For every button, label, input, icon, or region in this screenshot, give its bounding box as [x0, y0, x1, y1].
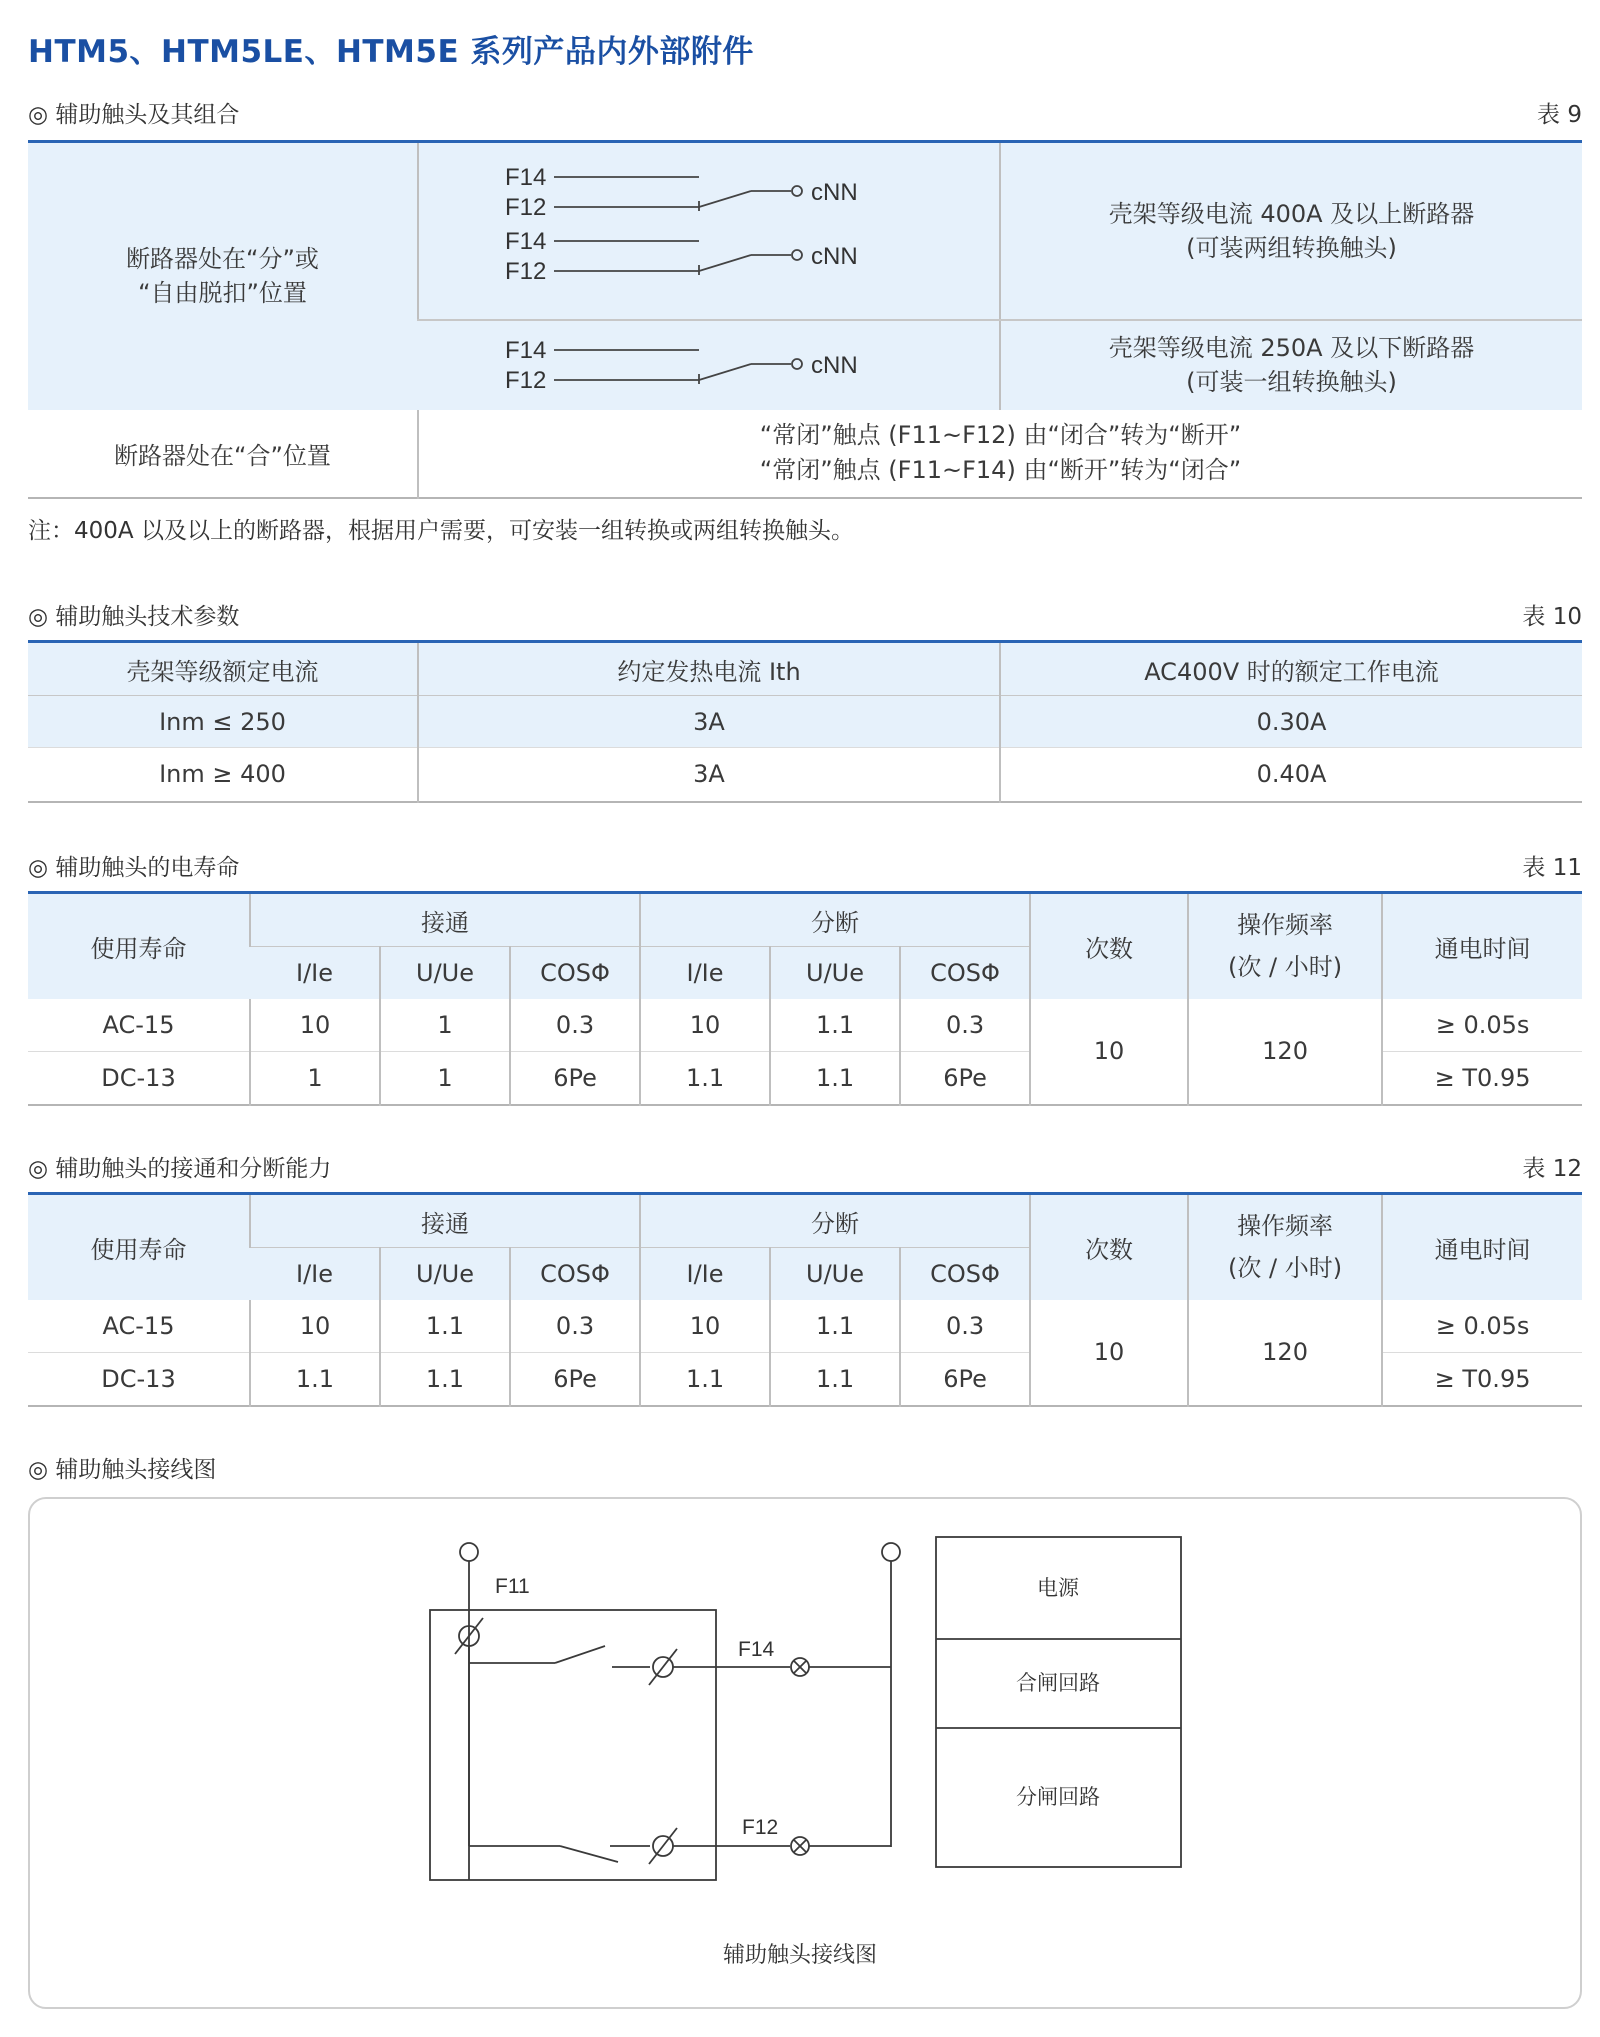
table12-cell: ≥ 0.05s [1382, 1300, 1582, 1353]
wiring-caption: 辅助触头接线图 [722, 1943, 877, 1968]
table9-closed-position-label: 断路器处在“合”位置 [114, 441, 331, 470]
page-title: HTM5、HTM5LE、HTM5E 系列产品内外部附件 [28, 34, 754, 70]
table10-number: 表 10 [1522, 604, 1582, 630]
table12-h-time: 通电时间 [1382, 1194, 1582, 1300]
table9-diagram-one-group [418, 320, 1000, 410]
table12-cell: 6Pe [900, 1353, 1030, 1406]
table10-header-ith: 约定发热电流 Ith [418, 642, 1000, 696]
table12-cell: 1.1 [770, 1300, 900, 1353]
table12-freq: 120 [1188, 1300, 1382, 1406]
label-f14-c: F14 [504, 337, 546, 364]
table12-count: 10 [1030, 1300, 1188, 1406]
label-f12: F12 [742, 1816, 779, 1839]
table10-cell: Inm ≥ 400 [159, 760, 286, 789]
label-f12-c: F12 [504, 367, 546, 394]
table9-closed-position-text [418, 410, 1582, 498]
table9-desc-400-line2: (可装两组转换触头) [1186, 233, 1397, 262]
table12-h-life: 使用寿命 [28, 1194, 250, 1300]
table11-cell: 10 [640, 999, 770, 1052]
table11-h-freq-line1: 操作频率 [1237, 911, 1334, 940]
table11-cell: ≥ T0.95 [1382, 1052, 1582, 1105]
table12-cell: 6Pe [510, 1353, 640, 1406]
label-f14: F14 [738, 1638, 775, 1661]
table-row [28, 696, 1582, 748]
label-cnn-c: cNN [810, 352, 858, 379]
table11-h-freq-line2: (次 / 小时) [1228, 953, 1343, 982]
table12-h-break: 分断 [640, 1194, 1030, 1248]
table11-cell: 0.3 [510, 999, 640, 1052]
table12-cell: DC-13 [101, 1364, 176, 1393]
table12-h-count: 次数 [1030, 1194, 1188, 1300]
table12-cell: 1.1 [380, 1353, 510, 1406]
table11 [28, 891, 1582, 1106]
table9-open-position-cell [28, 142, 418, 410]
table11-cell: DC-13 [101, 1063, 176, 1092]
table9-desc-400 [1000, 142, 1582, 320]
label-f12-a: F12 [505, 193, 547, 221]
wiring-header [28, 1447, 1582, 1483]
table12-header [28, 1146, 1582, 1182]
table12-number: 表 12 [1522, 1156, 1582, 1182]
table11-cell: AC-15 [28, 999, 250, 1052]
table12-cell: 10 [640, 1300, 770, 1353]
label-cnn-a: cNN [811, 178, 858, 206]
table12-h-freq-line2: (次 / 小时) [1228, 1254, 1343, 1283]
table12-h-make: 接通 [250, 1194, 640, 1248]
table10-cell: 0.40A [1000, 748, 1582, 802]
table9-desc-250-line1: 壳架等级电流 250A 及以下断路器 [1108, 334, 1475, 362]
table9-section-title: ◎ 辅助触头及其组合 [28, 102, 240, 128]
table10-cell: Inm ≤ 250 [28, 696, 418, 748]
table10-cell: 3A [418, 748, 1000, 802]
table9-open-position-line1: 断路器处在“分”或 [126, 245, 319, 274]
table9-diagram-two-groups [418, 142, 1000, 320]
table12-cell: ≥ T0.95 [1382, 1353, 1582, 1406]
table12-h-freq-line1: 操作频率 [1237, 1212, 1334, 1241]
table-row [28, 999, 1582, 1052]
label-f11: F11 [495, 1575, 530, 1598]
table9-closed-line2: “常闭”触点 (F11~F14) 由“断开”转为“闭合” [759, 456, 1242, 484]
table12-cell: 1.1 [640, 1353, 770, 1406]
table12-section-title: ◎ 辅助触头的接通和分断能力 [28, 1156, 332, 1182]
table11-sub: U/Ue [770, 947, 900, 999]
table12-h-freq [1188, 1194, 1382, 1300]
table11-count: 10 [1030, 999, 1188, 1105]
label-f14-b: F14 [505, 227, 547, 255]
table11-cell: 1.1 [640, 1052, 770, 1105]
table11-cell: 10 [250, 999, 380, 1052]
table12-cell: AC-15 [28, 1300, 250, 1353]
table9-number: 表 9 [1537, 102, 1582, 128]
table-row [28, 1300, 1582, 1353]
table12-cell: 1.1 [770, 1353, 900, 1406]
table11-sub: COSΦ [900, 947, 1030, 999]
table12-sub: COSΦ [900, 1248, 1030, 1300]
switch-two-groups-diagram [499, 151, 919, 311]
table11-h-freq [1188, 893, 1382, 999]
table9-desc-250 [1000, 320, 1582, 410]
table11-h-life: 使用寿命 [28, 893, 250, 999]
table11-header [28, 845, 1582, 881]
table11-h-break: 分断 [640, 893, 1030, 947]
table11-h-time: 通电时间 [1382, 893, 1582, 999]
table11-cell: 1 [380, 1052, 510, 1105]
table11-cell: 1.1 [770, 999, 900, 1052]
label-f14-a: F14 [505, 163, 547, 191]
table11-sub: U/Ue [380, 947, 510, 999]
table11-h-count: 次数 [1030, 893, 1188, 999]
table12-sub: U/Ue [380, 1248, 510, 1300]
table12-cell: 0.3 [510, 1300, 640, 1353]
legend-open-circuit: 分闸回路 [1016, 1786, 1100, 1809]
table11-cell: 6Pe [510, 1052, 640, 1105]
legend-power: 电源 [1037, 1577, 1079, 1600]
table10-header [28, 594, 1582, 630]
table11-sub: I/Ie [640, 947, 770, 999]
table11-cell: 0.3 [900, 999, 1030, 1052]
table12-cell: 10 [250, 1300, 380, 1353]
table11-cell: 1.1 [770, 1052, 900, 1105]
table12-cell: 1.1 [250, 1353, 380, 1406]
table10-cell: 3A [418, 696, 1000, 748]
table11-freq: 120 [1188, 999, 1382, 1105]
table11-number: 表 11 [1522, 855, 1582, 881]
table10-header-ac400: AC400V 时的额定工作电流 [1000, 642, 1582, 696]
table12-sub: COSΦ [510, 1248, 640, 1300]
table11-cell: 1 [380, 999, 510, 1052]
table9-desc-250-line2: (可装一组转换触头) [1186, 368, 1397, 396]
label-cnn-b: cNN [811, 242, 858, 270]
table-row [28, 748, 1582, 802]
label-f12-b: F12 [505, 257, 547, 285]
table9-closed-line1: “常闭”触点 (F11~F12) 由“闭合”转为“断开” [759, 421, 1242, 449]
table10 [28, 640, 1582, 803]
switch-one-group-diagram [499, 330, 919, 400]
table12 [28, 1192, 1582, 1407]
table11-cell: 6Pe [900, 1052, 1030, 1105]
table11-cell: 1 [250, 1052, 380, 1105]
table11-cell: ≥ 0.05s [1382, 999, 1582, 1052]
legend-close-circuit: 合闸回路 [1016, 1672, 1100, 1695]
wiring-section-title: ◎ 辅助触头接线图 [28, 1457, 217, 1483]
table10-header-frame: 壳架等级额定电流 [28, 642, 418, 696]
wiring-diagram-box [28, 1497, 1582, 2009]
table10-cell: 0.30A [1000, 696, 1582, 748]
table11-h-make: 接通 [250, 893, 640, 947]
table9-note: 注：400A 以及以上的断路器，根据用户需要，可安装一组转换或两组转换触头。 [28, 518, 854, 544]
table12-cell: 1.1 [380, 1300, 510, 1353]
table12-cell: 0.3 [900, 1300, 1030, 1353]
table11-sub: I/Ie [250, 947, 380, 999]
table10-section-title: ◎ 辅助触头技术参数 [28, 604, 240, 630]
table9-desc-400-line1: 壳架等级电流 400A 及以上断路器 [1108, 199, 1475, 228]
table12-sub: U/Ue [770, 1248, 900, 1300]
table9 [28, 140, 1582, 499]
table12-sub: I/Ie [640, 1248, 770, 1300]
table11-sub: COSΦ [510, 947, 640, 999]
table11-section-title: ◎ 辅助触头的电寿命 [28, 855, 240, 881]
table9-header [28, 92, 1582, 128]
table12-sub: I/Ie [250, 1248, 380, 1300]
table9-open-position-line2: “自由脱扣”位置 [138, 279, 307, 308]
